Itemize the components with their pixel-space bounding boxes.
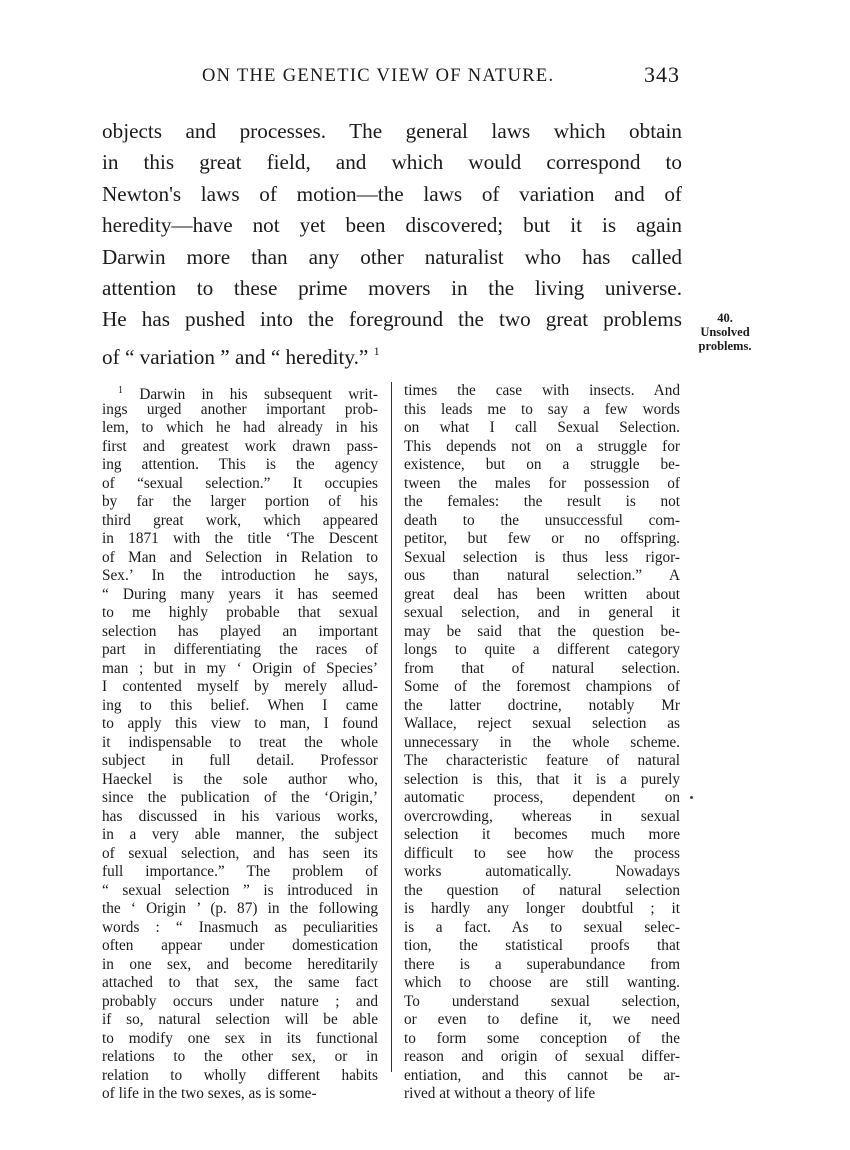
footnote-line xyxy=(102,382,378,401)
footnote-line xyxy=(404,993,680,1012)
footnote-line-text: of sexual selection, and has seen its xyxy=(102,844,378,862)
body-line: heredity—have not yet been discovered; but it is again xyxy=(102,213,682,238)
footnote-line xyxy=(102,900,378,919)
footnote-line-text: subject in full detail. Professor xyxy=(102,752,378,769)
footnote-line-text: which to choose are still wanting. xyxy=(404,974,680,991)
footnote-line xyxy=(102,586,378,605)
footnote-line-text: to form some conception of the xyxy=(404,1029,680,1047)
footnote-line xyxy=(102,697,378,716)
footnote-line xyxy=(102,1067,378,1086)
footnote-line xyxy=(102,715,378,734)
footnote-line xyxy=(404,493,680,512)
footnote xyxy=(102,382,682,1102)
footnote-line xyxy=(404,567,680,586)
footnote-line-text: entiation, and this cannot be ar- xyxy=(404,1066,680,1084)
footnote-line-text: since the publication of the ‘Origin,’ xyxy=(102,789,378,806)
footnote-line xyxy=(102,937,378,956)
footnote-line xyxy=(404,789,680,808)
footnote-line xyxy=(102,549,378,568)
print-speck xyxy=(690,796,693,799)
footnote-line-text: it indispensable to treat the whole xyxy=(102,733,378,751)
footnote-line xyxy=(404,1085,680,1104)
page-header xyxy=(102,62,682,92)
footnote-line xyxy=(102,771,378,790)
footnote-reference: 1 xyxy=(373,343,380,358)
body-line: objects and processes. The general laws which obtain xyxy=(102,119,682,143)
body-line: Newton's laws of motion—the laws of variation and of xyxy=(102,181,682,206)
footnote-line-text: the ‘ Origin ’ (p. 87) in the following xyxy=(102,900,378,917)
footnote-line-text: relations to the other sex, or in xyxy=(102,1048,378,1065)
footnote-line-text: by far the larger portion of his xyxy=(102,493,378,510)
footnote-line-text: in one sex, and become hereditarily xyxy=(102,955,378,973)
footnote-line-text: overcrowding, whereas in sexual xyxy=(404,807,680,825)
footnote-line xyxy=(404,808,680,827)
footnote-line-text: selection has played an important xyxy=(102,622,378,640)
footnote-line-text: if so, natural selection will be able xyxy=(102,1011,378,1028)
margin-note-number: 40. xyxy=(717,311,733,325)
footnote-line-text: man ; but in my ‘ Origin of Species’ xyxy=(102,659,378,677)
footnote-line xyxy=(102,1085,378,1104)
footnote-line-text: longs to quite a different category xyxy=(404,641,680,658)
footnote-line-text: “ sexual selection ” is introduced in xyxy=(102,881,378,899)
footnote-line xyxy=(102,493,378,512)
footnote-line xyxy=(102,512,378,531)
footnote-line-text: ing attention. This is the agency xyxy=(102,456,378,473)
footnote-line xyxy=(404,863,680,882)
footnote-line-text: works automatically. Nowadays xyxy=(404,863,680,880)
footnote-line xyxy=(102,1011,378,1030)
footnote-line-text: rived at without a theory of life xyxy=(404,1085,596,1102)
body-line: attention to these prime movers in the living universe. xyxy=(102,275,682,300)
footnote-line-text: may be said that the question be- xyxy=(404,622,680,640)
margin-note-line: Unsolved xyxy=(700,325,750,339)
footnote-line xyxy=(102,863,378,882)
margin-note-line: problems. xyxy=(698,339,752,353)
footnote-line-text: ings urged another important prob- xyxy=(102,400,378,418)
footnote-line-text: Sexual selection is thus less rigor- xyxy=(404,548,680,566)
footnote-line-text: has discussed in his various works, xyxy=(102,807,378,825)
footnote-line-text: is a fact. As to sexual selec- xyxy=(404,918,680,936)
footnote-line xyxy=(404,974,680,993)
footnote-line xyxy=(404,419,680,438)
footnote-line xyxy=(404,826,680,845)
footnote-line xyxy=(404,845,680,864)
footnote-line xyxy=(404,1011,680,1030)
footnote-line-text: reason and origin of sexual differ- xyxy=(404,1048,680,1065)
footnote-line-text: in a very able manner, the subject xyxy=(102,826,378,843)
footnote-line-text: “ During many years it has seemed xyxy=(102,585,378,603)
footnote-line-text: selection it becomes much more xyxy=(404,826,680,843)
footnote-line xyxy=(102,475,378,494)
footnote-line xyxy=(404,512,680,531)
footnote-line-text: Some of the foremost champions of xyxy=(404,678,680,695)
footnote-line-text: existence, but on a struggle be- xyxy=(404,456,680,473)
footnote-line xyxy=(102,623,378,642)
page-number: 343 xyxy=(644,62,680,87)
footnote-line xyxy=(102,1048,378,1067)
footnote-line-text: there is a superabundance from xyxy=(404,955,680,973)
footnote-line xyxy=(102,845,378,864)
footnote-line xyxy=(102,826,378,845)
footnote-line xyxy=(102,604,378,623)
footnote-line-text: difficult to see how the process xyxy=(404,844,680,862)
footnote-line-text: sexual selection, and in general it xyxy=(404,604,680,621)
margin-note xyxy=(690,311,760,353)
footnote-line xyxy=(404,1048,680,1067)
footnote-line-text: great deal has been written about xyxy=(404,585,680,603)
footnote-line xyxy=(102,567,378,586)
body-line: He has pushed into the foreground the two great problems xyxy=(102,307,682,332)
footnote-line-text: selection is this, that it is a purely xyxy=(404,770,680,788)
footnote-line-text: words : “ Inasmuch as peculiarities xyxy=(102,918,378,936)
footnote-line xyxy=(404,919,680,938)
footnote-line-text: of “sexual selection.” It occupies xyxy=(102,474,378,492)
footnote-line-text: from that of natural selection. xyxy=(404,659,680,677)
footnote-line xyxy=(102,974,378,993)
footnote-line xyxy=(404,586,680,605)
footnote-line xyxy=(102,641,378,660)
footnote-line xyxy=(404,678,680,697)
footnote-line xyxy=(102,530,378,549)
footnote-line xyxy=(102,789,378,808)
footnote-line-text: first and greatest work drawn pass- xyxy=(102,437,378,455)
footnote-line-text: this leads me to say a few words xyxy=(404,400,680,418)
footnote-line-text: attached to that sex, the same fact xyxy=(102,974,378,991)
footnote-line-text: of Man and Selection in Relation to xyxy=(102,548,378,566)
footnote-left-column xyxy=(102,382,378,1104)
footnote-right-column xyxy=(404,382,680,1104)
footnote-line xyxy=(404,752,680,771)
footnote-line xyxy=(404,438,680,457)
footnote-line-text: to modify one sex in its functional xyxy=(102,1029,378,1047)
footnote-line xyxy=(102,993,378,1012)
footnote-line xyxy=(102,919,378,938)
footnote-line xyxy=(404,697,680,716)
footnote-line-text: Sex.’ In the introduction he says, xyxy=(102,567,378,584)
footnote-line xyxy=(404,956,680,975)
footnote-line xyxy=(102,956,378,975)
footnote-line xyxy=(102,1030,378,1049)
footnote-line xyxy=(404,1030,680,1049)
footnote-line xyxy=(102,752,378,771)
footnote-line xyxy=(404,641,680,660)
footnote-line-text: Wallace, reject sexual selection as xyxy=(404,715,680,732)
footnote-line xyxy=(404,549,680,568)
footnote-line-text: To understand sexual selection, xyxy=(404,992,680,1010)
footnote-line xyxy=(404,900,680,919)
footnote-line xyxy=(404,771,680,790)
footnote-line-text: to me highly probable that sexual xyxy=(102,604,378,621)
footnote-line-text: in 1871 with the title ‘The Descent xyxy=(102,530,378,547)
footnote-line-text: is hardly any longer doubtful ; it xyxy=(404,900,680,917)
footnote-line-text: on what I call Sexual Selection. xyxy=(404,419,680,436)
footnote-line xyxy=(404,382,680,401)
footnote-line-text: automatic process, dependent on xyxy=(404,789,680,806)
footnote-line-text: lem, to which he had already in his xyxy=(102,419,378,436)
footnote-line xyxy=(404,604,680,623)
footnote-line xyxy=(404,882,680,901)
footnote-line-text: Haeckel is the sole author who, xyxy=(102,770,378,788)
footnote-line xyxy=(102,734,378,753)
body-paragraph xyxy=(102,116,682,367)
body-line: Darwin more than any other naturalist who has called xyxy=(102,244,682,269)
footnote-line xyxy=(404,456,680,475)
footnote-line xyxy=(404,734,680,753)
footnote-line-text: of life in the two sexes, as is some- xyxy=(102,1085,317,1102)
footnote-line-text: the latter doctrine, notably Mr xyxy=(404,696,680,714)
footnote-line-text: petitor, but few or no offspring. xyxy=(404,530,680,547)
body-line-text: of “ variation ” and “ heredity.” xyxy=(102,344,369,369)
footnote-marker: 1 xyxy=(118,385,123,396)
footnote-line xyxy=(102,678,378,697)
footnote-line-text: tween the males for possession of xyxy=(404,474,680,492)
footnote-line-text: to apply this view to man, I found xyxy=(102,715,378,732)
footnote-line-text: times the case with insects. And xyxy=(404,382,680,399)
footnote-line-text: often appear under domestication xyxy=(102,937,378,954)
body-line-last xyxy=(102,336,682,367)
footnote-line-text: The characteristic feature of natural xyxy=(404,752,680,769)
body-line: in this great field, and which would correspond to xyxy=(102,150,682,175)
footnote-line xyxy=(102,660,378,679)
footnote-line-text: death to the unsuccessful com- xyxy=(404,511,680,529)
footnote-line xyxy=(102,438,378,457)
running-head: ON THE GENETIC VIEW OF NATURE. xyxy=(202,66,555,86)
footnote-line xyxy=(404,530,680,549)
footnote-line xyxy=(102,419,378,438)
footnote-line-text: I contented myself by merely allud- xyxy=(102,678,378,695)
footnote-line-text: ous than natural selection.” A xyxy=(404,567,680,584)
footnote-line-text: This depends not on a struggle for xyxy=(404,437,680,455)
footnote-line-text: full importance.” The problem of xyxy=(102,863,378,880)
footnote-line xyxy=(102,401,378,420)
footnote-line-text: unnecessary in the whole scheme. xyxy=(404,733,680,751)
footnote-line-text: ing to this belief. When I came xyxy=(102,696,378,714)
footnote-line-text: part in differentiating the races of xyxy=(102,641,378,658)
footnote-line-text: probably occurs under nature ; and xyxy=(102,992,378,1010)
footnote-line-text: relation to wholly different habits xyxy=(102,1066,378,1084)
footnote-line xyxy=(404,1067,680,1086)
footnote-line xyxy=(102,456,378,475)
footnote-line xyxy=(404,660,680,679)
column-divider xyxy=(391,382,392,1072)
footnote-line xyxy=(102,808,378,827)
footnote-line-text: the females: the result is not xyxy=(404,493,680,510)
footnote-line xyxy=(404,937,680,956)
footnote-line xyxy=(404,623,680,642)
footnote-line xyxy=(404,475,680,494)
footnote-line xyxy=(102,882,378,901)
footnote-line xyxy=(404,715,680,734)
footnote-line-text: tion, the statistical proofs that xyxy=(404,937,680,954)
footnote-line-text: Darwin in his subsequent writ- xyxy=(139,386,379,403)
footnote-line xyxy=(404,401,680,420)
footnote-line-text: or even to define it, we need xyxy=(404,1011,680,1028)
footnote-line-text: the question of natural selection xyxy=(404,881,680,899)
footnote-line-text: third great work, which appeared xyxy=(102,511,378,529)
